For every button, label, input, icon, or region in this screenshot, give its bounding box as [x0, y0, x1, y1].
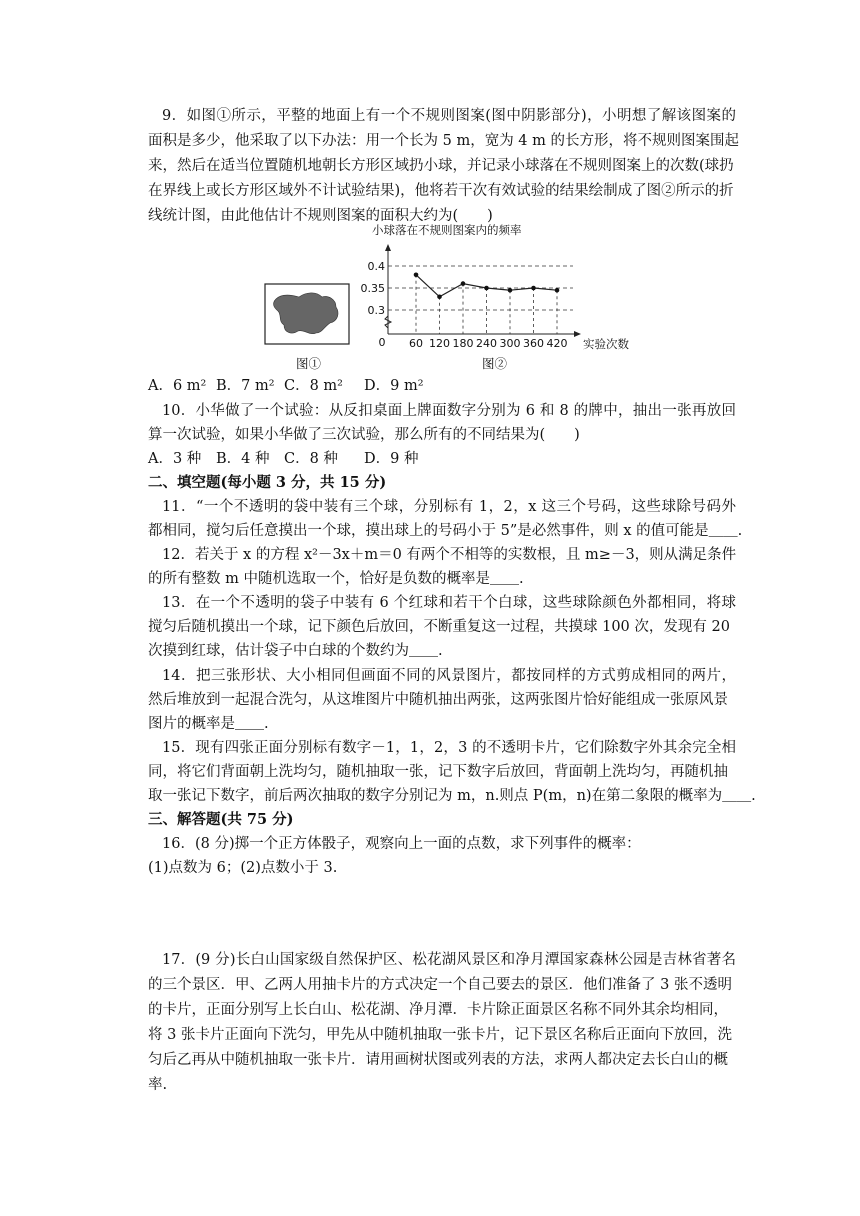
q9-line-2: 面积是多少，他采取了以下办法：用一个长为 5 m，宽为 4 m 的长方形，将不规则图案围起: [148, 133, 739, 149]
q15-line-2: 同，将它们背面朝上洗均匀，随机抽取一张，记下数字后放回，背面朝上洗均匀，再随机抽: [148, 764, 728, 780]
q9-option-b: B．7 m²: [216, 378, 275, 394]
q16-line-1: 16．(8 分)掷一个正方体骰子，观察向上一面的点数，求下列事件的概率：: [162, 836, 641, 852]
x-tick-label-2: 180: [452, 337, 474, 350]
q17-line-2: 的三个景区．甲、乙两人用抽卡片的方式决定一个自己要去的景区．他们准备了 3 张不透明: [148, 977, 732, 993]
section-3-heading: 三、解答题(共 75 分): [148, 811, 294, 828]
y-axis-arrow: [385, 244, 391, 251]
origin-label: 0: [378, 336, 386, 349]
x-axis-arrow: [574, 331, 581, 337]
x-axis-label: 实验次数: [583, 337, 629, 351]
y-tick-label-1: 0.35: [360, 282, 385, 295]
q14-line-2: 然后堆放到一起混合洗匀，从这堆图片中随机抽出两张，这两张图片恰好能组成一张原风景: [148, 692, 728, 708]
q17-line-6: 率.: [148, 1077, 168, 1093]
q10-option-c: C．8 种: [284, 451, 338, 467]
q9-option-c: C．8 m²: [284, 378, 343, 394]
q10-option-d: D．9 种: [364, 451, 419, 467]
q13-line-2: 搅匀后随机摸出一个球，记下颜色后放回，不断重复这一过程，共摸球 100 次，发现有 20: [148, 619, 730, 635]
x-tick-label-6: 420: [546, 337, 568, 350]
y-tick-label-2: 0.4: [367, 260, 385, 273]
q9-line-5: 线统计图，由此他估计不规则图案的面积大约为( ): [148, 208, 493, 224]
q13-line-3: 次摸到红球，估计袋子中白球的个数约为＿＿.: [148, 643, 443, 659]
data-point-6: [555, 288, 560, 293]
q9-option-a: A．6 m²: [148, 378, 207, 394]
q13-line-1: 13．在一个不透明的袋子中装有 6 个红球和若干个白球，这些球除颜色外都相同，将球: [162, 595, 736, 611]
q10-options: [148, 449, 722, 469]
q15-line-3: 取一张记下数字，前后两次抽取的数字分别记为 m，n.则点 P(m，n)在第二象限的概率为＿＿.: [148, 788, 756, 804]
q10-line-1: 10．小华做了一个试验：从反扣桌面上牌面数字分别为 6 和 8 的牌中，抽出一张再放回: [162, 403, 736, 419]
q9-options: [148, 376, 722, 396]
frequency-line-chart: [360, 222, 640, 352]
section-2-heading: 二、填空题(每小题 3 分，共 15 分): [148, 474, 387, 491]
q14-line-1: 14．把三张形状、大小相同但画面不同的风景图片，都按同样的方式剪成相同的两片，: [162, 668, 736, 684]
q12-line-2: 的所有整数 m 中随机选取一个，恰好是负数的概率是＿＿.: [148, 571, 524, 587]
data-point-4: [508, 288, 513, 293]
q9-line-4: 在界线上或长方形区域外不计试验结果)，他将若干次有效试验的结果绘制成了图②所示的折: [148, 183, 734, 199]
x-tick-label-1: 120: [429, 337, 450, 350]
x-tick-label-0: 60: [409, 337, 423, 350]
q9-option-d: D．9 m²: [364, 378, 424, 394]
q12-line-1: 12．若关于 x 的方程 x²－3x＋m＝0 有两个不相等的实数根，且 m≥－3，则从满足条件: [162, 547, 737, 563]
q14-line-3: 图片的概率是＿＿.: [148, 716, 269, 732]
q9-line-3: 来，然后在适当位置随机地朝长方形区域扔小球，并记录小球落在不规则图案上的次数(球扔: [148, 158, 734, 174]
q10-line-2: 算一次试验，如果小华做了三次试验，那么所有的不同结果为( ): [148, 427, 580, 443]
q17-line-1: 17．(9 分)长白山国家级自然保护区、松花湖风景区和净月潭国家森林公园是吉林省著名: [162, 952, 736, 968]
x-tick-label-3: 240: [476, 337, 497, 350]
x-tick-label-5: 360: [523, 337, 544, 350]
figure-1-caption: 图①: [296, 356, 322, 371]
data-point-1: [437, 295, 442, 300]
data-point-5: [531, 286, 536, 291]
data-point-0: [414, 273, 419, 278]
figure-1-irregular-shape: [264, 283, 350, 345]
x-tick-label-4: 300: [499, 337, 521, 350]
q10-option-b: B．4 种: [216, 451, 270, 467]
q16-line-2: (1)点数为 6；(2)点数小于 3.: [148, 860, 338, 876]
figure-2-caption: 图②: [482, 356, 508, 371]
q11-line-2: 都相同，搅匀后任意摸出一个球，摸出球上的号码小于 5”是必然事件，则 x 的值可能是＿＿.: [148, 523, 743, 539]
chart-title: 小球落在不规则图案内的频率: [372, 223, 522, 237]
data-point-2: [461, 281, 466, 286]
q11-line-1: 11．“一个不透明的袋中装有三个球，分别标有 1，2，x 这三个号码，这些球除号码外: [162, 499, 736, 515]
q17-line-3: 的卡片，正面分别写上长白山、松花湖、净月潭．卡片除正面景区名称不同外其余均相同，: [148, 1002, 728, 1018]
data-point-3: [484, 286, 489, 291]
q10-option-a: A．3 种: [148, 451, 202, 467]
q15-line-1: 15．现有四张正面分别标有数字－1，1，2，3 的不透明卡片，它们除数字外其余完全相: [162, 740, 736, 756]
q17-line-4: 将 3 张卡片正面向下洗匀，甲先从中随机抽取一张卡片，记下景区名称后正面向下放回，洗: [148, 1027, 732, 1043]
q17-line-5: 匀后乙再从中随机抽取一张卡片．请用画树状图或列表的方法，求两人都决定去长白山的概: [148, 1052, 728, 1068]
q9-line-1: 9．如图①所示，平整的地面上有一个不规则图案(图中阴影部分)，小明想了解该图案的: [162, 108, 736, 124]
y-tick-label-0: 0.3: [367, 304, 385, 317]
